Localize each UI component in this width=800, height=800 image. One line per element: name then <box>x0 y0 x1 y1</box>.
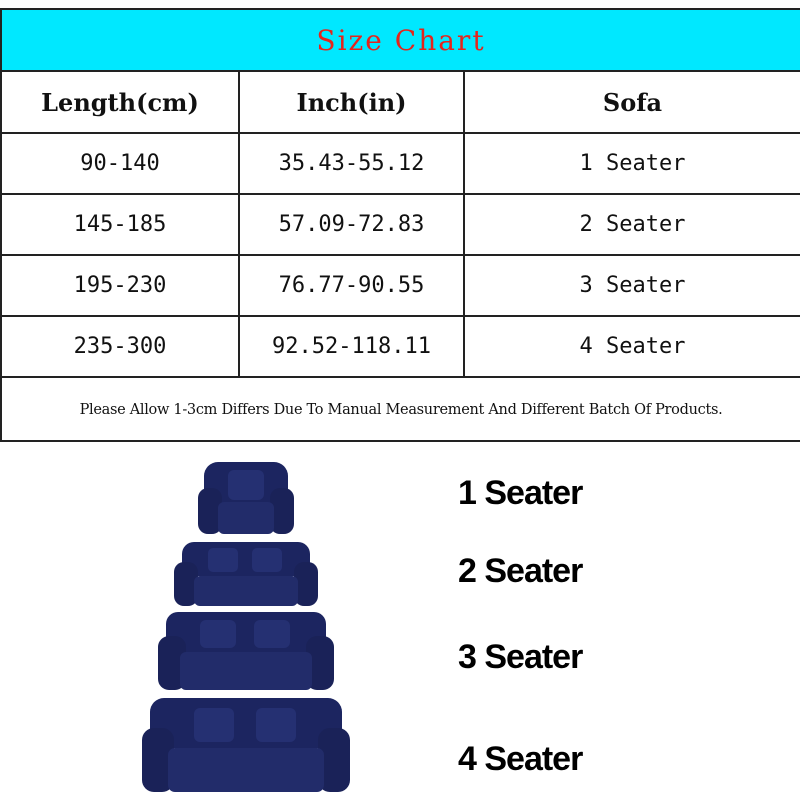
length-cell: 145-185 <box>2 195 240 254</box>
sofa-cell: 4 Seater <box>579 334 686 359</box>
inch-cell: 92.52-118.11 <box>240 317 465 376</box>
header-length: Length(cm) <box>2 72 240 132</box>
sofa-cell: 3 Seater <box>579 273 686 298</box>
chart-title: Size Chart <box>316 23 486 57</box>
size-chart-table <box>0 8 800 442</box>
label-3-seater: 3 Seater <box>458 638 583 676</box>
inch-cell: 76.77-90.55 <box>240 256 465 315</box>
length-cell: 235-300 <box>2 317 240 376</box>
header-sofa: Sofa <box>602 87 663 117</box>
header-row <box>2 72 800 134</box>
table-row <box>2 195 800 256</box>
measurement-note <box>2 378 800 442</box>
header-inch: Inch(in) <box>240 72 465 132</box>
sofa-illustrations <box>0 450 800 800</box>
length-cell: 90-140 <box>2 134 240 193</box>
four-seater-sofa-image <box>140 696 352 796</box>
sofa-cell: 2 Seater <box>579 212 686 237</box>
armchair-image <box>196 458 296 538</box>
three-seater-sofa-image <box>156 610 336 692</box>
table-row <box>2 317 800 378</box>
table-row <box>2 134 800 195</box>
two-seater-sofa-image <box>172 540 320 608</box>
sofa-cell: 1 Seater <box>579 151 686 176</box>
table-row <box>2 256 800 317</box>
length-cell: 195-230 <box>2 256 240 315</box>
inch-cell: 35.43-55.12 <box>240 134 465 193</box>
title-row <box>2 10 800 72</box>
label-4-seater: 4 Seater <box>458 740 583 778</box>
inch-cell: 57.09-72.83 <box>240 195 465 254</box>
note-text: Please Allow 1-3cm Differs Due To Manual Measurement And Different Batch Of Products. <box>79 402 723 418</box>
label-1-seater: 1 Seater <box>458 474 583 512</box>
label-2-seater: 2 Seater <box>458 552 583 590</box>
